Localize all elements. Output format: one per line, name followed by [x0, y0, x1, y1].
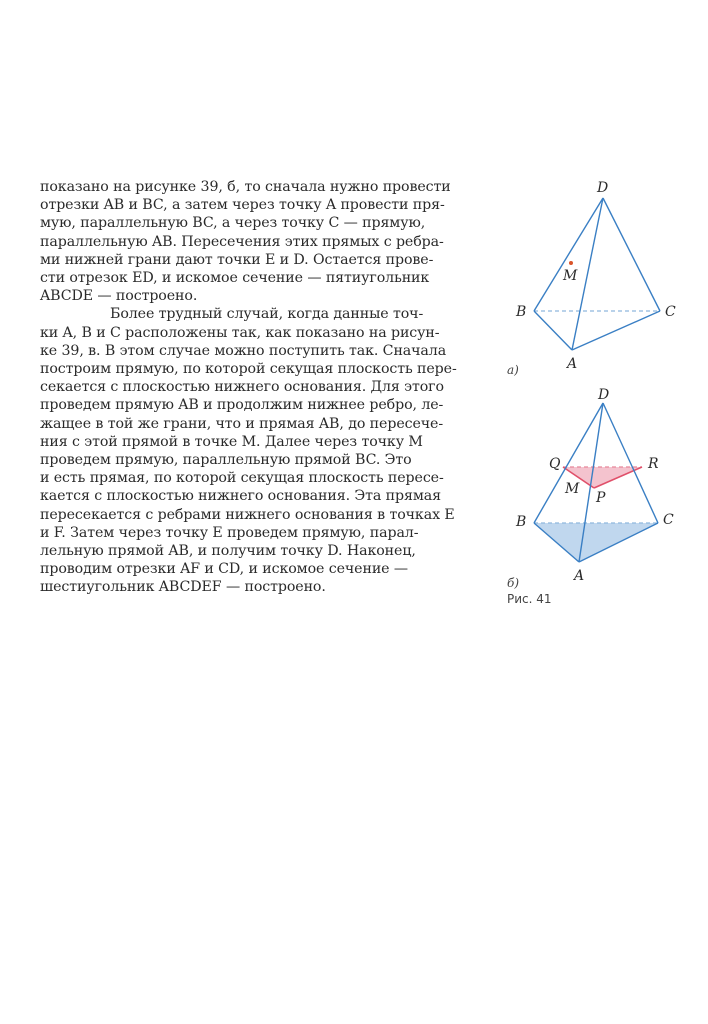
edge-db [534, 198, 603, 311]
pyramid-figures [505, 170, 700, 620]
text-line: Более трудный случай, когда данные точ- [110, 306, 424, 323]
figure-a [507, 180, 676, 377]
label-m: M [563, 268, 578, 284]
text-line: ния с этой прямой в точке M. Далее через точку M [40, 433, 423, 450]
label-c: C [663, 512, 674, 528]
sublabel-a: а) [507, 363, 519, 377]
text-line: лельную прямой AB, и получим точку D. Наконец, [40, 543, 416, 560]
figure-b [507, 387, 674, 606]
text-line: секается с плоскостью нижнего основания. Для этого [40, 379, 444, 396]
base-fill [534, 523, 658, 562]
text-line: шестиугольник ABCDEF — построено. [40, 579, 326, 596]
label-c: C [665, 304, 676, 320]
text-line: проведем прямую, параллельную прямой BC. Это [40, 452, 412, 469]
text-line: ми нижней грани дают точки E и D. Остается прове- [40, 251, 434, 268]
text-line: показано на рисунке 39, б, то сначала нужно провести [40, 179, 451, 195]
text-line: ABCDE — построено. [40, 288, 198, 305]
text-line: жащее в той же грани, что и прямая AB, до пересече- [40, 415, 444, 432]
text-line: ке 39, в. В этом случае можно поступить так. Сначала [40, 342, 447, 359]
label-a: A [574, 568, 585, 584]
edge-ba [534, 311, 572, 350]
body-text [40, 178, 495, 597]
text-line: проводим отрезки AF и CD, и искомое сечение — [40, 561, 408, 578]
label-a: A [567, 356, 578, 372]
label-b: B [516, 514, 527, 530]
label-p: P [596, 490, 606, 506]
text-line: пересекается с ребрами нижнего основания в точках E [40, 506, 455, 523]
text-line: построим прямую, по которой секущая плоскость пере- [40, 361, 457, 378]
sublabel-b: б) [507, 576, 520, 590]
point-m-marker [569, 261, 573, 265]
label-r: R [648, 456, 659, 472]
text-line: параллельную AB. Пересечения этих прямых с ребра- [40, 233, 444, 250]
edge-ac [572, 311, 660, 350]
label-q: Q [549, 456, 561, 472]
label-d: D [598, 387, 610, 403]
text-line: кается с плоскостью нижнего основания. Эта прямая [40, 488, 441, 505]
text-line: и F. Затем через точку E проведем прямую, парал- [40, 524, 419, 541]
figure-caption: Рис. 41 [507, 592, 552, 606]
text-line: и есть прямая, по которой секущая плоскость пересе- [40, 470, 444, 487]
text-line: сти отрезок ED, и искомое сечение — пятиугольник [40, 270, 430, 287]
edge-db [534, 403, 603, 523]
paragraph-2 [40, 305, 495, 596]
figures-panel [505, 170, 700, 620]
text-line: проведем прямую AB и продолжим нижнее ребро, ле- [40, 397, 444, 414]
paragraph-1 [40, 178, 495, 305]
label-d: D [597, 180, 609, 196]
label-m: M [565, 481, 580, 497]
text-line: мую, параллельную BC, а через точку C — прямую, [40, 215, 426, 232]
text-line: ки A, B и C расположены так, как показано на рисун- [40, 324, 440, 341]
edge-dc [603, 198, 660, 311]
label-b: B [516, 304, 527, 320]
text-line: отрезки AB и BC, а затем через точку A провести пря- [40, 197, 445, 214]
